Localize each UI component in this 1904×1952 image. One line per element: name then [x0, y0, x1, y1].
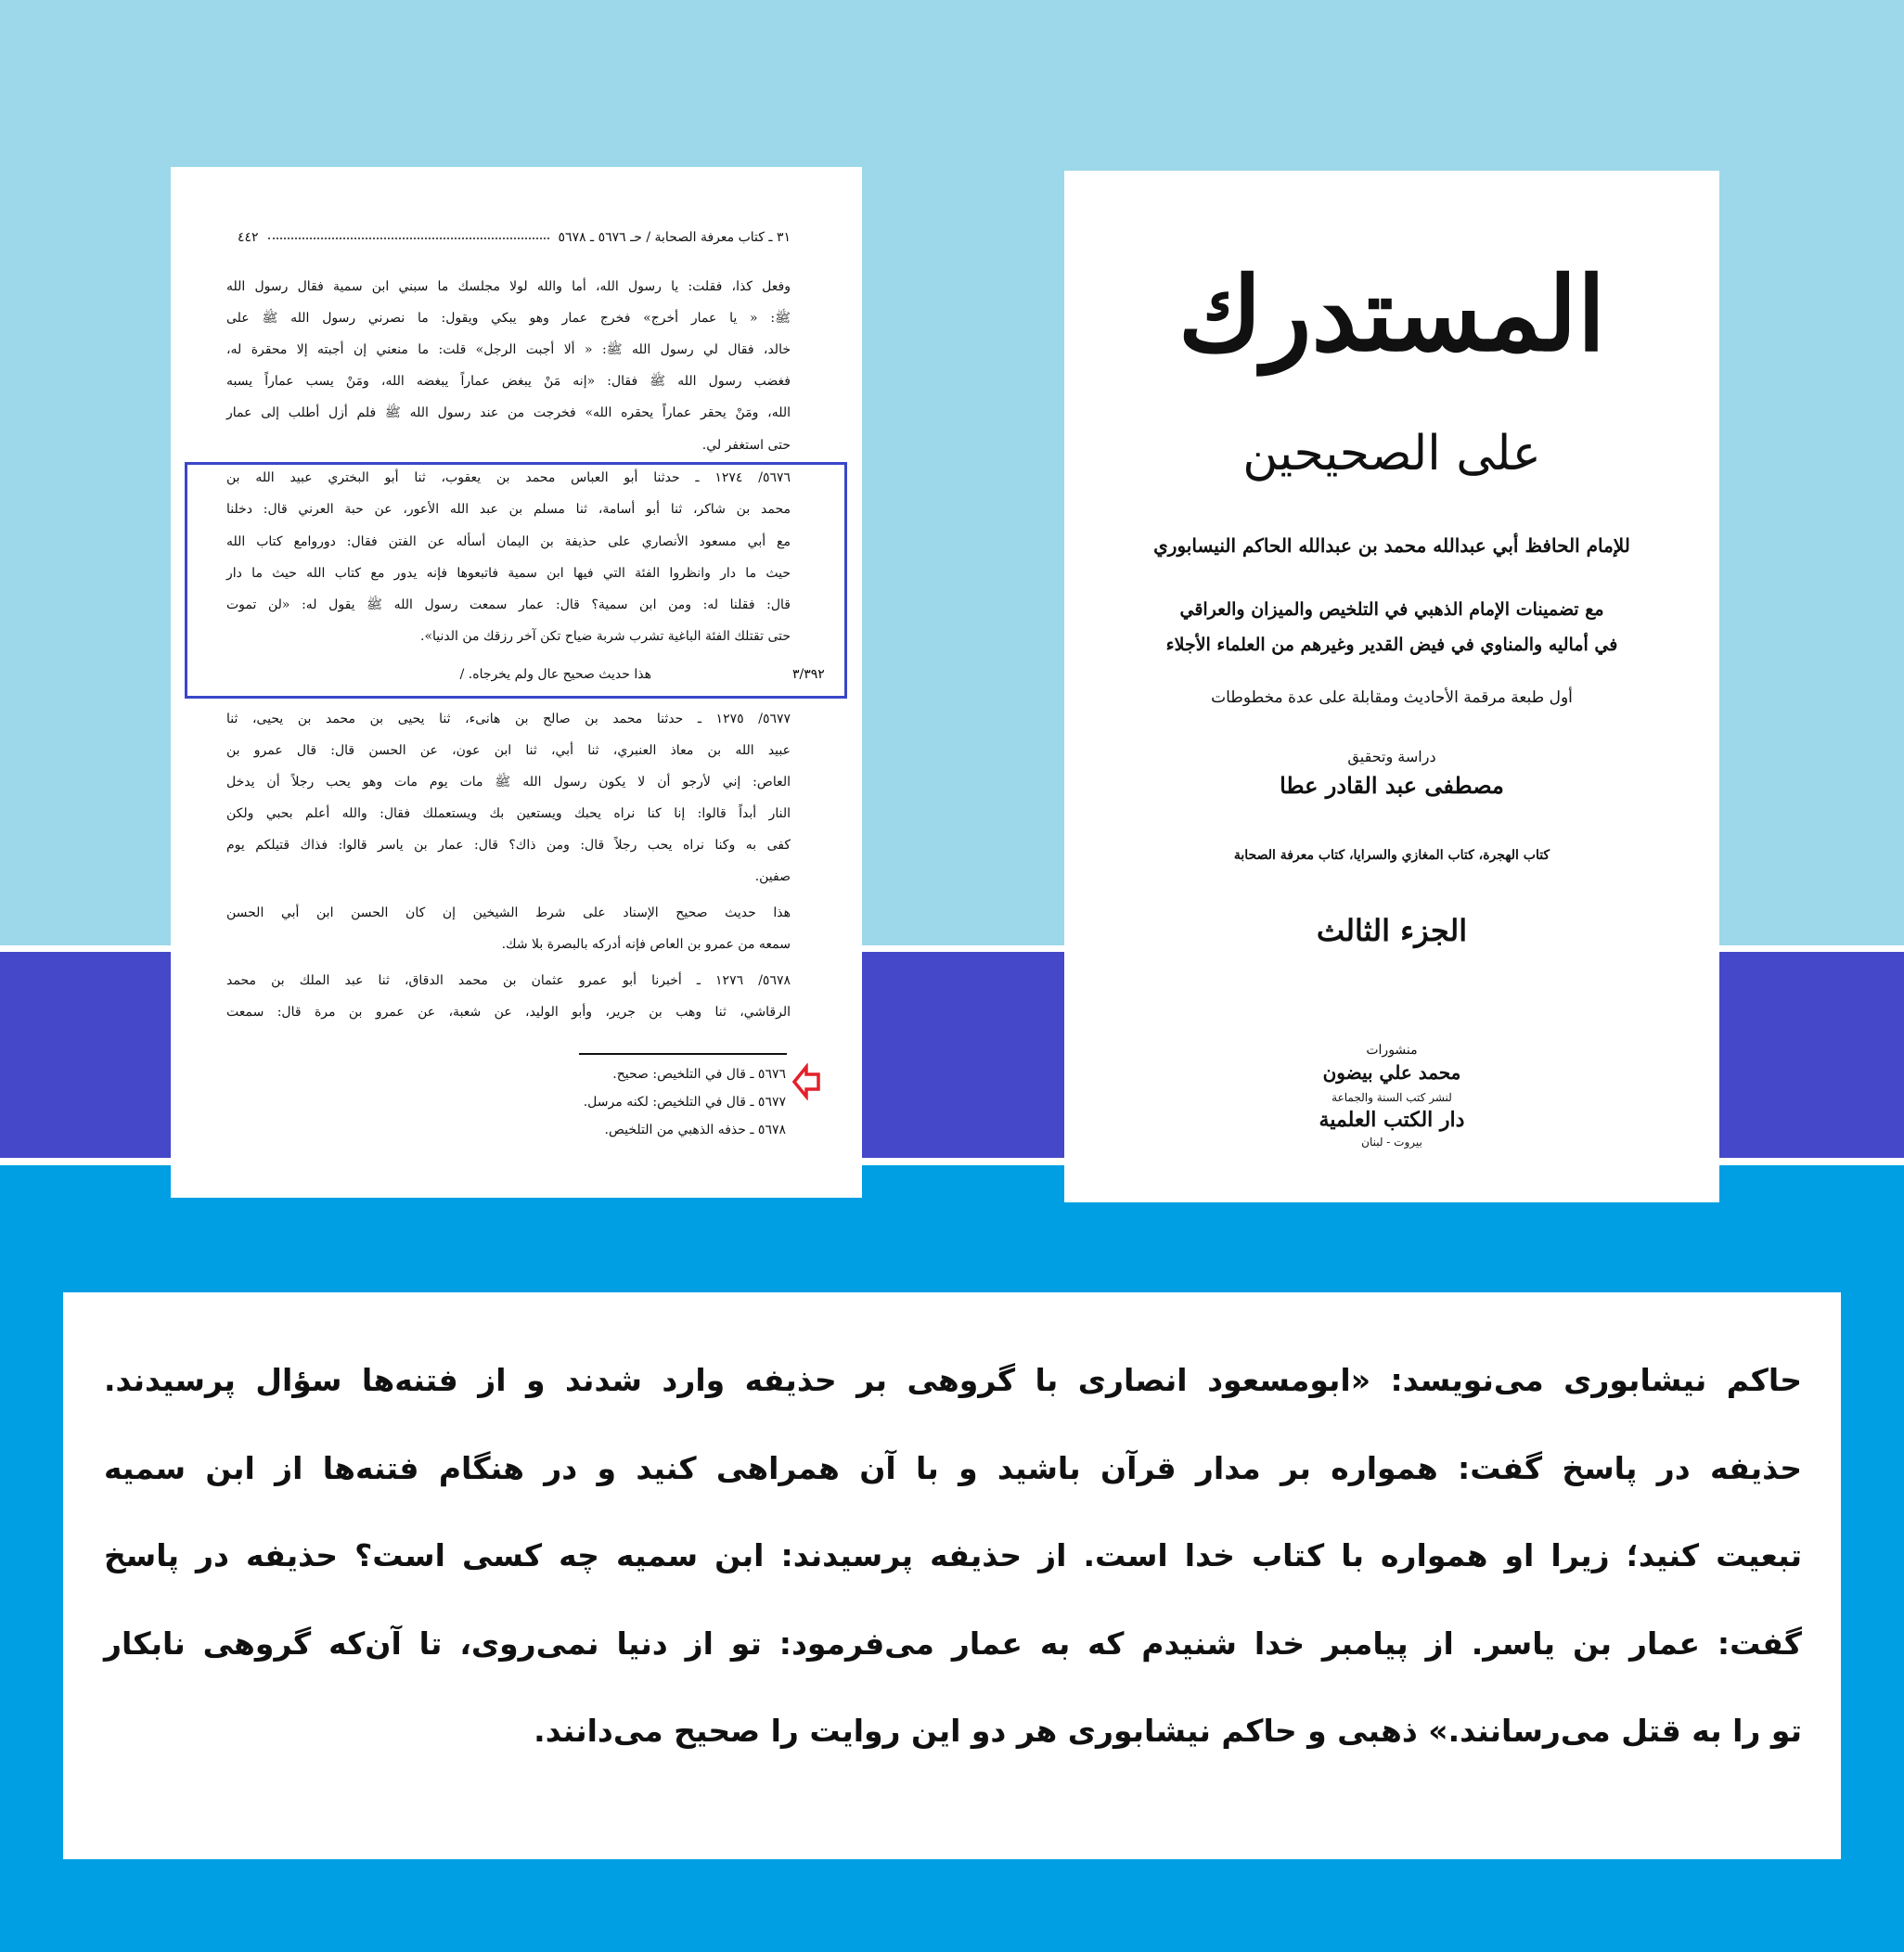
header-dots [268, 230, 549, 239]
scanned-book-page [171, 167, 862, 1198]
running-title: ٣١ ـ كتاب معرفة الصحابة / حـ ٥٦٧٦ ـ ٥٦٧٨ [558, 230, 791, 245]
text-line: وفعل كذا، فقلت: يا رسول الله، أما والله لولا مجلسك ما سبني ابن سمية فقال رسول الله [226, 279, 791, 294]
publisher-city: بيروت - لبنان [1361, 1136, 1422, 1149]
publisher-tagline: لنشر كتب السنة والجماعة [1332, 1091, 1452, 1104]
text-line: ٥٦٧٧/ ١٢٧٥ ـ حدثنا محمد بن صالح بن هانىء، ثنا يحيى بن محمد بن يحيى، ثنا [226, 712, 791, 726]
text-line: سمعه من عمرو بن العاص فإنه أدركه بالبصرة بلا شك. [501, 937, 791, 952]
publisher-label: منشورات [1366, 1043, 1418, 1058]
highlighted-line: حتى تقتلك الفئة الباغية تشرب شربة ضياح تكن آخر رزقك من الدنيا». [420, 629, 791, 644]
book-contents: كتاب الهجرة، كتاب المغازي والسرايا، كتاب معرفة الصحابة [1233, 848, 1550, 863]
highlighted-line: ٥٦٧٦/ ١٢٧٤ ـ حدثنا أبو العباس محمد بن يعقوب، ثنا أبو البختري عبيد الله بن [226, 470, 791, 485]
publisher-name: محمد علي بيضون [1322, 1061, 1461, 1084]
text-line: هذا حديث صحيح الإسناد على شرط الشيخين إن كان الحسن ابن أبي الحسن [226, 905, 791, 920]
red-arrow-icon [792, 1063, 820, 1100]
page-header [238, 230, 791, 245]
text-line: خالد، فقال لي رسول الله ﷺ: « ألا أجبت الرجل» قلت: ما منعني إن أجبته إلا محقرة له، [226, 342, 791, 357]
book-title-page [1064, 171, 1719, 1202]
text-line: فغضب رسول الله ﷺ فقال: «إنه مَنْ يبغض عماراً يبغضه الله، ومَنْ يسب عماراً يسبه [226, 374, 791, 389]
text-line: العاص: إني لأرجو أن لا يكون رسول الله ﷺ مات يوم مات وهو يحب رجلاً أن يدخل [226, 775, 791, 790]
footnote: ٥٦٧٧ ـ قال في التلخيص: لكنه مرسل. [583, 1095, 786, 1110]
volume-page-ref: ٣/٣٩٢ [792, 667, 825, 682]
book-author: للإمام الحافظ أبي عبدالله محمد بن عبدالله الحاكم النيسابوري [1153, 534, 1630, 557]
footnote: ٥٦٧٦ ـ قال في التلخيص: صحيح. [612, 1067, 786, 1082]
caption-line: تبعیت کنید؛ زیرا او همواره با کتاب خدا است. از حذیفه پرسیدند: ابن سمیه چه کسی است؟ حذیفه در پاسخ [104, 1537, 1802, 1573]
text-line: صفين. [754, 869, 791, 884]
text-line: حتى استغفر لي. [701, 438, 791, 453]
text-line: النار أبداً قالوا: إنا كنا نراه يحبك ويستعين بك ويستعملك فقال: والله أعلم بحبي ولكن [226, 806, 791, 821]
book-title: المستدرك [1177, 254, 1606, 374]
page-number: ٤٤٢ [238, 230, 259, 245]
caption-line: حاکم نیشابوری می‌نویسد: «ابومسعود انصاری با گروهی بر حذیفه وارد شدند و از فتنه‌ها سؤال پرسیدند. [104, 1362, 1802, 1398]
book-edition: أول طبعة مرقمة الأحاديث ومقابلة على عدة مخطوطات [1211, 688, 1573, 707]
highlighted-line: مع أبي مسعود الأنصاري على حذيفة بن اليمان أسأله عن الفتن فقال: دوروامع كتاب الله [226, 534, 791, 549]
footnote: ٥٦٧٨ ـ حذفه الذهبي من التلخيص. [604, 1123, 786, 1137]
caption-line: حذیفه در پاسخ گفت: همواره بر مدار قرآن باشید و با آن همراهی کنید و در هنگام فتنه‌ها از ابن سمیه [104, 1450, 1802, 1486]
highlighted-line: محمد بن شاكر، ثنا أبو أسامة، ثنا مسلم بن عبد الله الأعور، عن حبة العرني قال: دخلنا [226, 502, 791, 517]
publisher-house-logo: دار الكتب العلمية [1319, 1108, 1465, 1132]
text-line: ﷺ: « يا عمار أخرج» فخرج عمار وهو يبكي ويقول: ما نصرني رسول الله ﷺ على [226, 311, 791, 326]
book-annotations-line: في أماليه والمناوي في فيض القدير وغيرهم من العلماء الأجلاء [1165, 635, 1618, 655]
highlighted-line: حيث ما دار وانظروا الفئة التي فيها ابن سمية فاتبعوها فإنه يدور مع كتاب الله حيث ما دار [226, 566, 791, 581]
text-line: عبيد الله بن معاذ العنبري، ثنا أبي، ثنا ابن عون، عن الحسن قال: قال عمرو بن [226, 743, 791, 758]
highlighted-line: قال: فقلنا له: ومن ابن سمية؟ قال: عمار سمعت رسول الله ﷺ يقول له: «لن تموت [226, 597, 791, 612]
text-line: الرقاشي، ثنا وهب بن جرير، وأبو الوليد، عن شعبة، عن عمرو بن مرة قال: سمعت [226, 1005, 791, 1020]
text-line: الله، ومَنْ يحقر عماراً يحقره الله» فخرجت من عند رسول الله ﷺ فلم أزل أطلب إلى عمار [226, 405, 791, 420]
book-annotations-line: مع تضمينات الإمام الذهبي في التلخيص والميزان والعراقي [1179, 599, 1604, 620]
book-editor: مصطفى عبد القادر عطا [1280, 772, 1504, 799]
hadith-verdict: هذا حديث صحيح عال ولم يخرجاه. / [459, 667, 651, 682]
caption-box [63, 1292, 1841, 1859]
study-label: دراسة وتحقيق [1347, 748, 1436, 765]
volume-label: الجزء الثالث [1316, 913, 1468, 948]
book-subtitle: على الصحيحين [1242, 426, 1541, 482]
caption-line: گفت: عمار بن یاسر. از پیامبر خدا شنیدم که به عمار می‌فرمود: تو از دنیا نمی‌روی، تا آن‌که گروهی نابکار [104, 1625, 1802, 1662]
caption-line: تو را به قتل می‌رسانند.» ذهبی و حاکم نیشابوری هر دو این روایت را صحیح می‌دانند. [534, 1713, 1802, 1749]
text-line: كفى به وكنا نراه يحب رجلاً قال: ومن ذاك؟ قال: عمار بن ياسر قالوا: فذاك قتيلكم يوم [226, 838, 791, 853]
footnote-rule [579, 1053, 787, 1055]
text-line: ٥٦٧٨/ ١٢٧٦ ـ أخبرنا أبو عمرو عثمان بن محمد الدقاق، ثنا عبد الملك بن محمد [226, 973, 791, 988]
